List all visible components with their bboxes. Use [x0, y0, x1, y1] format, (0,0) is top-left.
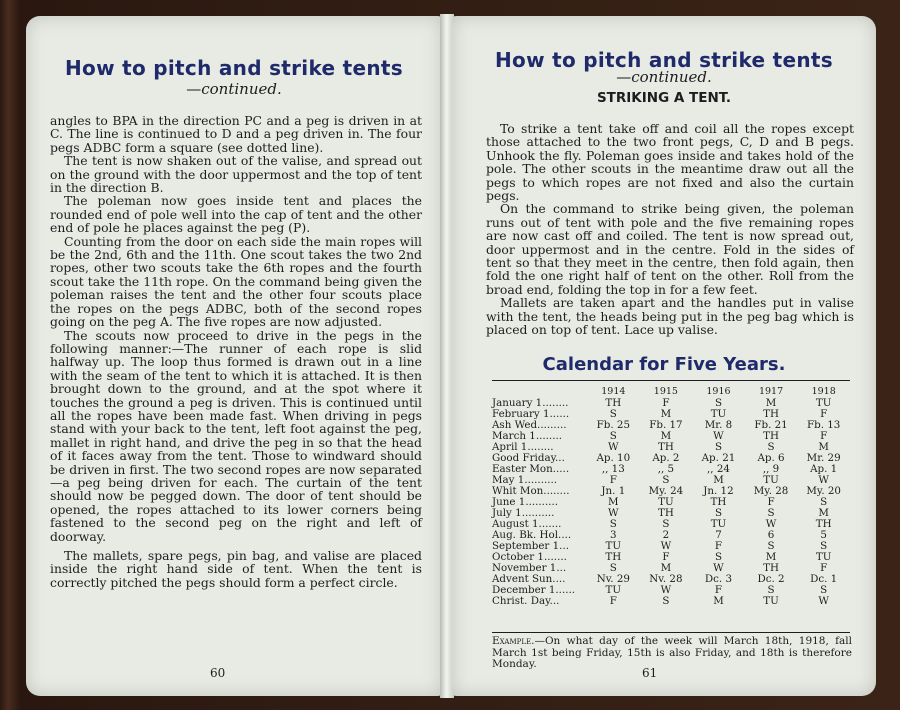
- calendar-cell: 2: [662, 529, 670, 541]
- calendar-cell: M: [818, 441, 829, 453]
- calendar-cell: TH: [657, 441, 674, 453]
- calendar-cell: Ap. 10: [596, 452, 631, 464]
- calendar-cell: F: [820, 430, 828, 442]
- calendar-cell: S: [609, 518, 617, 530]
- calendar-header-row: [492, 382, 850, 398]
- calendar-cell: Dc. 2: [757, 573, 785, 585]
- calendar-cell: S: [820, 540, 828, 552]
- calendar-event-name: Easter Mon.: [492, 463, 557, 475]
- calendar-cell: W: [660, 584, 672, 596]
- leader-dots: ...: [555, 573, 566, 585]
- calendar-cell: S: [609, 408, 617, 420]
- calendar-cell: F: [662, 397, 670, 409]
- leader-dots: ...: [556, 562, 567, 574]
- calendar-cell: Fb. 13: [806, 419, 841, 431]
- leader-dots: ....: [556, 463, 570, 475]
- calendar-event-name: August 1: [492, 518, 539, 530]
- calendar-cell: TU: [658, 496, 674, 508]
- calendar-cell: Mr. 8: [704, 419, 733, 431]
- calendar-cell: TU: [605, 584, 622, 596]
- paragraph: The scouts now proceed to drive in the pegs in the following manner:—The runner of each rope is slid halfway up. The loop thus formed is drawn out in a line with the seam of the tent to which it is attached. It is then brought down to the ground, and at the spot where it touches the ground a peg is driven. This is continued until all the ropes have been made fast. When driving in pegs stand with your back to the tent, left foot against the peg, mallet in right hand, and drive the peg in so that the head of it faces away from the tent. Those to windward should be driven in first. The two second ropes are now separated—a peg being driven for each. The curtain of the tent should now be pegged down. The door of tent should be opened, the ropes attached to its lower corners being fastened to the second peg on the right and left of doorway.: [50, 327, 422, 544]
- calendar-cell: W: [765, 518, 777, 530]
- page-subtitle: —continued.: [186, 80, 282, 98]
- example-text: —On what day of the week will March 18th, 1918, fall March 1st being Friday, 15th is also Friday, and 18th is therefore Monday.: [492, 635, 852, 670]
- calendar-cell: Mr. 29: [806, 452, 841, 464]
- calendar-event-name: January 1: [492, 397, 543, 409]
- calendar-cell: ,, 5: [657, 463, 675, 475]
- calendar-event-name: March 1: [492, 430, 536, 442]
- calendar-cell: ,, 9: [762, 463, 780, 475]
- calendar-cell: 6: [767, 529, 775, 541]
- calendar-cell: TU: [815, 551, 832, 563]
- calendar-body: [492, 398, 850, 607]
- year-header: 1917: [758, 386, 784, 397]
- calendar-cell: F: [767, 496, 775, 508]
- calendar-cell: F: [609, 474, 617, 486]
- calendar-cell: M: [660, 562, 672, 574]
- calendar-cell: TH: [605, 397, 622, 409]
- calendar-cell: Jn. 1: [601, 485, 626, 497]
- page-subtitle: —continued.: [616, 68, 712, 86]
- leader-dots: ........: [535, 430, 563, 442]
- calendar-cell: Ap. 21: [701, 452, 736, 464]
- year-header: 1918: [811, 386, 836, 397]
- calendar-cell: Nv. 28: [649, 573, 683, 585]
- calendar-event-name: May 1: [492, 474, 525, 486]
- calendar-cell: TH: [657, 507, 674, 519]
- calendar-row: [492, 596, 850, 607]
- calendar-header-blank: [492, 382, 587, 398]
- calendar-cell: 3: [610, 529, 617, 541]
- calendar-cell: F: [820, 562, 828, 574]
- calendar-cell: TH: [815, 518, 832, 530]
- calendar-event-name: October 1: [492, 551, 544, 563]
- leader-dots: ...: [549, 595, 560, 607]
- calendar-event-name: December 1: [492, 584, 556, 596]
- calendar-cell: TU: [763, 595, 779, 607]
- calendar-cell: M: [713, 595, 724, 607]
- calendar-cell: F: [662, 551, 670, 563]
- calendar-cell: My. 20: [806, 485, 841, 497]
- leader-dots: .......: [538, 518, 562, 530]
- calendar-event-name: April 1: [492, 441, 528, 453]
- calendar-cell: Fb. 21: [754, 419, 788, 431]
- page-title: How to pitch and strike tents: [495, 48, 833, 72]
- calendar-cell: Nv. 29: [596, 573, 630, 585]
- calendar-event-name: June 1: [492, 496, 526, 508]
- paragraph: Counting from the door on each side the main ropes will be the 2nd, 6th and the 11th. One scout takes the two 2nd ropes, other two scouts take the 6th ropes and the fourth scout take the 11th rope. On the command being given the poleman raises the tent and the other four scouts place the ropes on the pegs ADBC, both of the second ropes going on the peg A. The five ropes are now adjusted.: [50, 233, 422, 330]
- calendar-cell: W: [608, 441, 619, 453]
- calendar-cell: S: [662, 518, 670, 530]
- calendar-cell: S: [767, 507, 775, 519]
- leader-dots: ...: [559, 540, 569, 552]
- leader-dots: ..........: [521, 507, 555, 519]
- calendar-cell: W: [713, 562, 724, 574]
- calendar-cell: F: [820, 408, 828, 420]
- calendar-cell: Ap. 6: [757, 452, 785, 464]
- calendar-cell: S: [662, 474, 670, 486]
- calendar-cell: S: [767, 584, 775, 596]
- calendar-cell: M: [713, 474, 724, 486]
- calendar-cell: TU: [815, 397, 832, 409]
- calendar-cell: F: [609, 595, 617, 607]
- calendar-event-name: November 1: [492, 562, 557, 574]
- calendar-cell: TU: [710, 408, 727, 420]
- calendar-example: [492, 636, 852, 671]
- calendar-cell: W: [818, 595, 829, 607]
- leader-dots: ........: [542, 397, 569, 409]
- paragraph: angles to BPA in the direction PC and a peg is driven in at C. The line is continued to D and a peg driven in. The four pegs ADBC form a square (see dotted line).: [50, 113, 422, 155]
- calendar-cell: W: [818, 474, 829, 486]
- calendar-cell: M: [765, 551, 777, 563]
- calendar-cell: W: [660, 540, 672, 552]
- calendar-cell: M: [660, 430, 672, 442]
- calendar-cell: F: [714, 584, 723, 596]
- leader-dots: ........: [540, 419, 567, 431]
- calendar-cell: S: [609, 562, 617, 574]
- calendar-cell: S: [767, 441, 775, 453]
- calendar-bottom-rule: [492, 632, 850, 633]
- calendar-cell: Ap. 2: [652, 452, 680, 464]
- calendar-event-name: Christ. Day: [492, 595, 550, 607]
- left-page: [26, 16, 442, 696]
- page-title: How to pitch and strike tents: [65, 56, 403, 80]
- leader-dots: ......: [549, 408, 570, 420]
- leader-dots: ........: [527, 441, 554, 453]
- calendar-cell: M: [660, 408, 672, 420]
- calendar-cell: S: [714, 551, 722, 563]
- calendar-top-rule: [492, 380, 850, 381]
- calendar-cell: TH: [710, 496, 727, 508]
- calendar-cell: S: [714, 441, 722, 453]
- calendar-cell: S: [609, 430, 617, 442]
- calendar-cell: TH: [605, 551, 622, 563]
- calendar-event-name: July 1: [492, 507, 522, 519]
- calendar-cell: S: [820, 496, 828, 508]
- calendar-cell: Ap. 1: [810, 463, 838, 475]
- calendar-cell: TU: [710, 518, 727, 530]
- calendar-cell: Jn. 12: [703, 485, 734, 497]
- calendar-event-name: September 1: [492, 540, 560, 552]
- calendar-cell: S: [820, 584, 828, 596]
- left-page-body: [50, 114, 422, 589]
- paragraph: To strike a tent take off and coil all the ropes except those attached to the two front pegs, C, D and B pegs. Unhook the fly. Poleman goes inside and takes hold of the pole. The other scouts in the meantime draw out all the pegs to which ropes are not fixed and also the curtain pegs.: [486, 121, 854, 204]
- calendar-cell: TH: [763, 408, 779, 420]
- calendar-cell: TU: [763, 474, 779, 486]
- calendar-event-name: Ash Wed.: [492, 419, 541, 431]
- leader-dots: ......: [555, 584, 576, 596]
- calendar-cell: My. 24: [648, 485, 684, 497]
- right-page-body: [486, 122, 854, 337]
- page-number: 60: [210, 666, 226, 680]
- leader-dots: ..........: [524, 474, 558, 486]
- right-page: [452, 16, 876, 696]
- calendar-event-name: Good Friday: [492, 452, 556, 464]
- calendar-cell: Dc. 3: [704, 573, 733, 585]
- leader-dots: ...: [561, 529, 572, 541]
- calendar-cell: TH: [763, 430, 779, 442]
- calendar-cell: 5: [820, 529, 827, 541]
- calendar-cell: S: [662, 595, 670, 607]
- page-number: 61: [642, 666, 658, 680]
- calendar-cell: TU: [605, 540, 622, 552]
- calendar-cell: 7: [715, 529, 722, 541]
- calendar-cell: M: [818, 507, 829, 519]
- calendar-cell: Fb. 17: [649, 419, 683, 431]
- calendar-title: Calendar for Five Years.: [542, 354, 786, 375]
- paragraph: On the command to strike being given, the poleman runs out of tent with pole and the five remaining ropes are now cast off and coiled. The tent is now spread out, door uppermost and in the centre. Fold in the sides of tent so that they meet in the centre, then fold again, then fold the one right half of tent on the other. Roll from the broad end, folding the top in for a few feet.: [486, 201, 854, 297]
- paragraph: The poleman now goes inside tent and places the rounded end of pole well into the cap of tent and the other end of pole he places against the peg (P).: [50, 193, 422, 236]
- calendar-cell: ,, 24: [707, 463, 730, 475]
- leader-dots: .......: [543, 551, 567, 563]
- leader-dots: ...: [555, 452, 565, 464]
- calendar-cell: S: [714, 507, 722, 519]
- leader-dots: .......: [546, 485, 570, 497]
- calendar-cell: Fb. 25: [596, 419, 631, 431]
- year-header: 1916: [706, 386, 731, 397]
- example-label: Example.: [492, 635, 535, 647]
- calendar-table: [492, 382, 850, 607]
- calendar-event-label: [492, 596, 587, 607]
- section-heading: STRIKING A TENT.: [596, 90, 732, 106]
- paragraph: The tent is now shaken out of the valise, and spread out on the ground with the door uppermost and the top of tent in the direction B.: [50, 153, 422, 196]
- calendar-cell: W: [608, 507, 619, 519]
- calendar-event-name: Aug. Bk. Hol.: [492, 529, 562, 541]
- paragraph: Mallets are taken apart and the handles put in valise with the tent, the heads being put in the peg bag which is placed on top of tent. Lace up valise.: [486, 295, 854, 338]
- calendar-cell: ,, 13: [601, 463, 625, 475]
- calendar-event-name: Whit Mon.: [492, 485, 547, 497]
- calendar-cell: S: [714, 397, 722, 409]
- calendar-cell: Dc. 1: [810, 573, 838, 585]
- calendar-cell: F: [714, 540, 723, 552]
- leader-dots: ..........: [525, 496, 559, 508]
- calendar-event-name: February 1: [492, 408, 550, 420]
- calendar-cell: M: [608, 496, 619, 508]
- calendar-cell: TH: [763, 562, 779, 574]
- calendar-cell: W: [713, 430, 724, 442]
- paragraph: The mallets, spare pegs, pin bag, and valise are placed inside the right hand side of tent. When the tent is correctly pitched the pegs should form a perfect circle.: [50, 548, 422, 590]
- year-header: 1915: [653, 386, 678, 397]
- calendar-cell: M: [765, 397, 777, 409]
- year-header: 1914: [601, 386, 626, 397]
- calendar-cell: S: [767, 540, 775, 552]
- calendar-cell: My. 28: [753, 485, 789, 497]
- calendar-event-name: Advent Sun.: [492, 573, 556, 585]
